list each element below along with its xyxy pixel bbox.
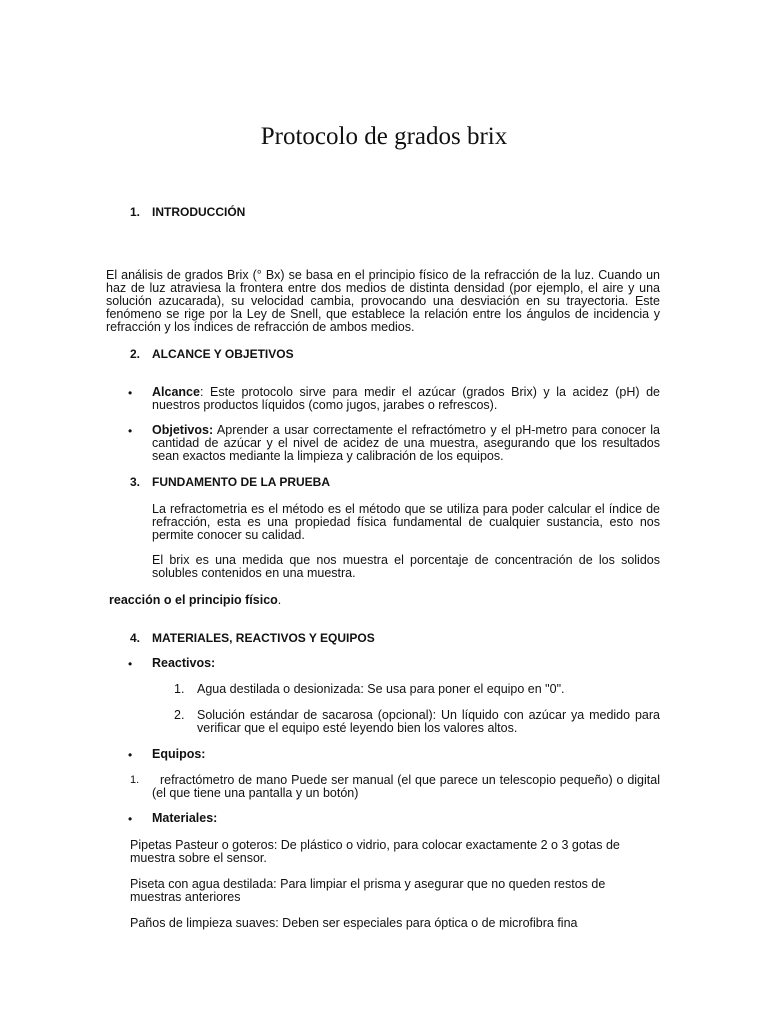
- bullet-materiales-icon: •: [128, 812, 133, 826]
- section-1-heading: INTRODUCCIÓN: [152, 205, 246, 219]
- stray-line: [109, 594, 281, 607]
- section-1-number: 1.: [130, 205, 141, 219]
- section-2-number: 2.: [130, 347, 141, 361]
- bullet-equipos-icon: •: [128, 748, 133, 762]
- bullet-alcance-label: Alcance: [152, 385, 200, 399]
- section-2-heading: ALCANCE Y OBJETIVOS: [152, 347, 294, 361]
- bullet-objetivos: [152, 424, 660, 463]
- equipo-1-number: 1.: [130, 774, 140, 786]
- equipo-1-text: refractómetro de mano Puede ser manual (el que parece un telescopio pequeño) o digital (el que tiene una pantalla y un botón): [152, 773, 660, 800]
- section-4-number: 4.: [130, 631, 141, 645]
- bullet-alcance-icon: •: [128, 386, 133, 400]
- equipos-label: Equipos:: [152, 747, 206, 761]
- section-3-number: 3.: [130, 475, 141, 489]
- material-item-2: Piseta con agua destilada: Para limpiar el prisma y asegurar que no queden restos de muestras anteriores: [130, 877, 606, 904]
- reactivo-1-text: Agua destilada o desionizada: Se usa para poner el equipo en "0".: [197, 682, 565, 696]
- material-item-3: Paños de limpieza suaves: Deben ser especiales para óptica o de microfibra fina: [130, 916, 578, 930]
- intro-paragraph: El análisis de grados Brix (° Bx) se basa en el principio físico de la refracción de la luz. Cuando un haz de luz atraviesa la frontera entre dos medios de distinta densidad (por ejemplo, el aire y una solución azucarada), su velocidad cambia, provocando una desviación en su trayectoria. Este fenómeno se rige por la Ley de Snell, que establece la relación entre los ángulos de incidencia y refracción y los índices de refracción de ambos medios.: [106, 268, 660, 334]
- material-item-1: Pipetas Pasteur o goteros: De plástico o vidrio, para colocar exactamente 2 o 3 gotas de muestra sobre el sensor.: [130, 838, 620, 865]
- section-3-heading: FUNDAMENTO DE LA PRUEBA: [152, 475, 331, 489]
- bullet-objetivos-text: Aprender a usar correctamente el refractómetro y el pH-metro para conocer la cantidad de azúcar y el nivel de acidez de una muestra, asegurando que los resultados sean exactos mediante la limpieza y calibración de los equipos.: [152, 423, 660, 463]
- bullet-alcance-text: : Este protocolo sirve para medir el azúcar (grados Brix) y la acidez (pH) de nuestros productos líquidos (como jugos, jarabes o refrescos).: [152, 385, 660, 412]
- stray-tail: .: [277, 593, 282, 607]
- bullet-objetivos-icon: •: [128, 424, 133, 438]
- bullet-alcance: [152, 386, 660, 412]
- fundamento-paragraph-2: El brix es una medida que nos muestra el porcentaje de concentración de los solidos solubles contenidos en una muestra.: [152, 553, 660, 580]
- stray-bold-text: reacción o el principio físico: [109, 593, 278, 607]
- bullet-objetivos-label: Objetivos:: [152, 423, 214, 437]
- fundamento-paragraph-1: La refractometria es el método es el método que se utiliza para poder calcular el índice de refracción, esta es una propiedad física fundamental de cualquier sustancia, esto nos permite conocer su calidad.: [152, 502, 660, 542]
- reactivo-1-number: 1.: [174, 682, 185, 696]
- section-4-heading: MATERIALES, REACTIVOS Y EQUIPOS: [152, 631, 375, 645]
- reactivos-label: Reactivos:: [152, 656, 216, 670]
- document-title: Protocolo de grados brix: [260, 123, 508, 150]
- reactivo-2-number: 2.: [174, 708, 185, 722]
- reactivo-2-text: Solución estándar de sacarosa (opcional): Un líquido con azúcar ya medido para verificar que el equipo esté leyendo bien los valores altos.: [197, 708, 660, 735]
- materiales-label: Materiales:: [152, 811, 218, 825]
- bullet-reactivos-icon: •: [128, 657, 133, 671]
